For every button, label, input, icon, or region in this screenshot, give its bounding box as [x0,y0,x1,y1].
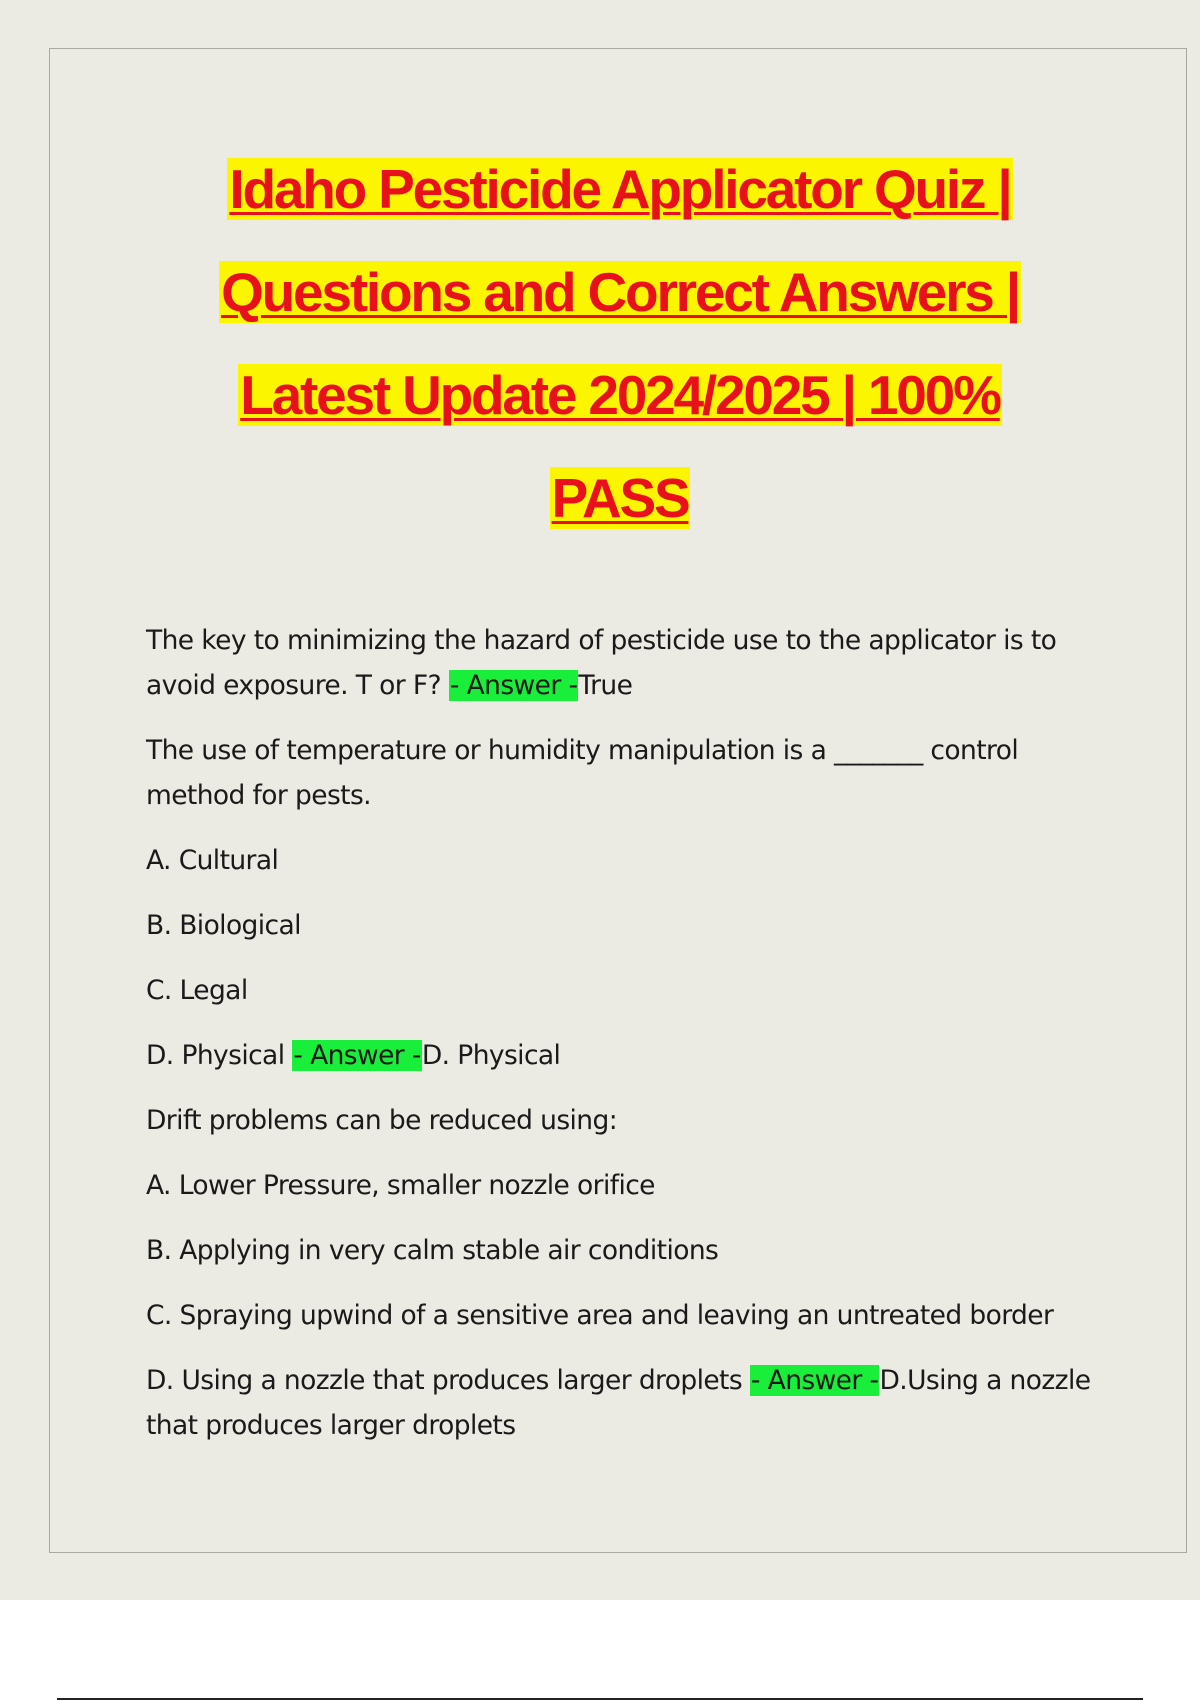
question-3-option-d [146,1358,1106,1448]
question-2-option-d [146,1033,1106,1078]
question-3: Drift problems can be reduced using: [146,1105,618,1136]
title-line-2: Questions and Correct Answers | [221,261,1019,323]
document-title [60,138,1180,550]
question-2-option-d-text: D. Physical [146,1040,293,1071]
question-2-option-c: C. Legal [146,975,248,1006]
question-2-option-b: B. Biological [146,910,301,941]
question-2: The use of temperature or humidity manipulation is a _______ control method for pests. [146,735,1019,811]
question-1 [146,618,1106,708]
question-3-option-b: B. Applying in very calm stable air conditions [146,1235,719,1266]
quiz-content [146,618,1106,1468]
answer-tag: - Answer - [449,670,578,701]
answer-tag: - Answer - [293,1040,421,1071]
question-2-option-a: A. Cultural [146,845,279,876]
question-3-option-a: A. Lower Pressure, smaller nozzle orifice [146,1170,655,1201]
title-line-3: Latest Update 2024/2025 | 100% [240,364,1000,426]
title-line-1: Idaho Pesticide Applicator Quiz | [229,158,1011,220]
question-2-answer: D. Physical [421,1040,561,1071]
question-3-option-d-text: D. Using a nozzle that produces larger droplets [146,1365,750,1396]
question-3-answer: D.Using a nozzle that produces larger droplets [146,1365,1091,1441]
title-line-4: PASS [551,467,689,529]
question-1-text: The key to minimizing the hazard of pesticide use to the applicator is to avoid exposure. T or F? [146,625,1057,701]
question-1-answer: True [578,670,633,701]
answer-tag: - Answer - [750,1365,879,1396]
question-3-option-c: C. Spraying upwind of a sensitive area and leaving an untreated border [146,1300,1054,1331]
